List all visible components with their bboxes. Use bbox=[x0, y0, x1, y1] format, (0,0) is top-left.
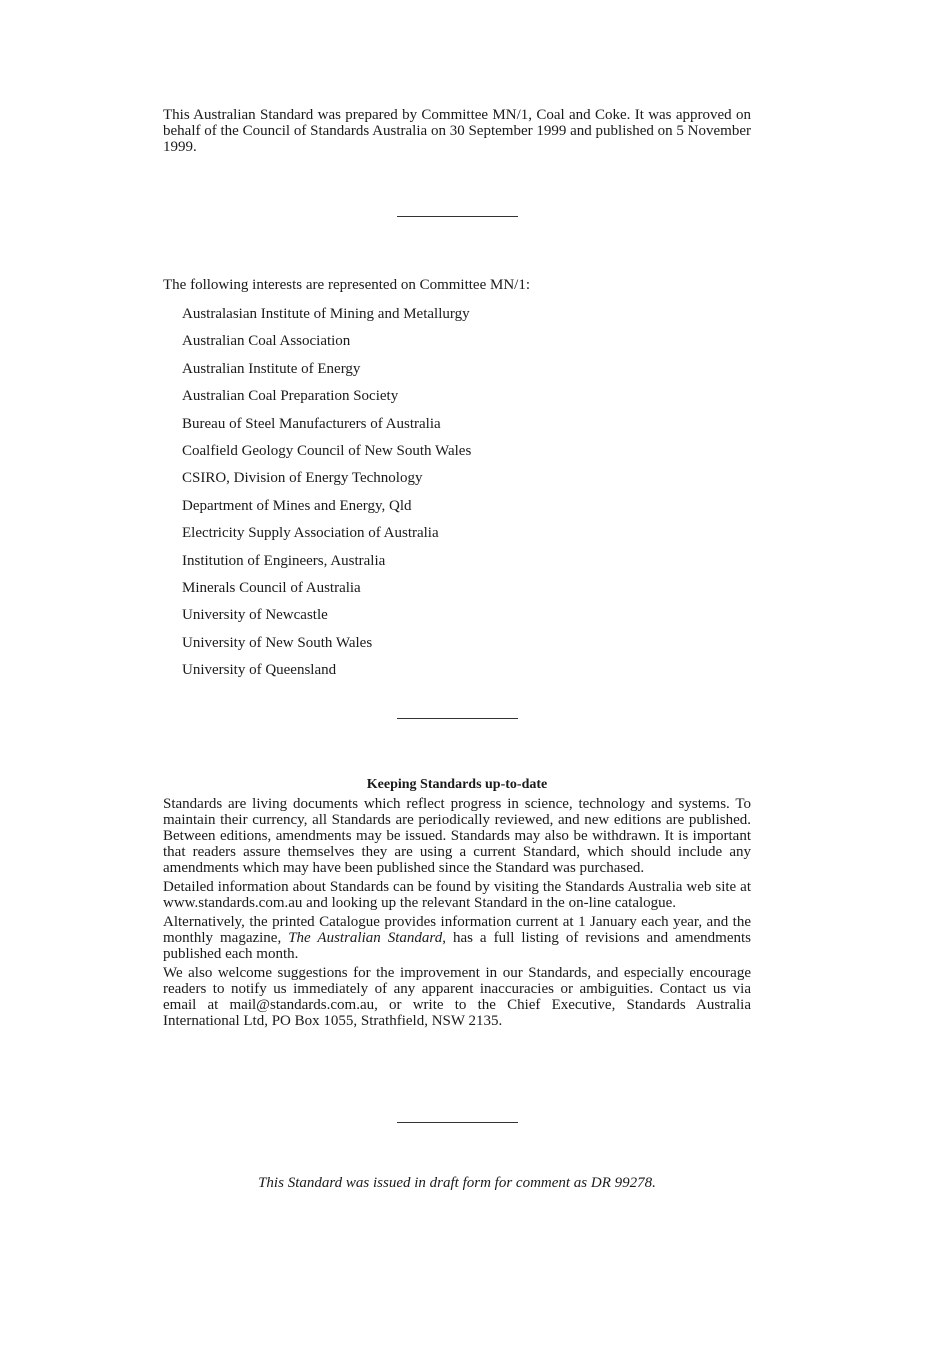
committee-member: Australasian Institute of Mining and Metallurgy bbox=[182, 306, 470, 322]
section-divider bbox=[397, 216, 518, 217]
committee-member: Minerals Council of Australia bbox=[182, 579, 361, 596]
draft-form-note: This Standard was issued in draft form for comment as DR 99278. bbox=[258, 1175, 656, 1191]
section-divider bbox=[397, 718, 518, 719]
catalogue-text-start: Alternatively, the printed Catalogue provides information current at 1 January each year, and the monthly magazine, bbox=[163, 914, 751, 946]
committee-member: Bureau of Steel Manufacturers of Australia bbox=[182, 415, 441, 432]
committee-member: Electricity Supply Association of Australia bbox=[182, 525, 439, 542]
committee-member: Department of Mines and Energy, Qld bbox=[182, 497, 412, 514]
keeping-paragraph-web-site: Detailed information about Standards can be found by visiting the Standards Australia web site at www.standards.com.au and looking up the relevant Standard in the on-line catalogue. bbox=[163, 879, 751, 911]
committee-member: University of New South Wales bbox=[182, 634, 373, 651]
committee-heading: The following interests are represented on Committee MN/1: bbox=[163, 277, 530, 293]
committee-member: Australian Coal Preparation Society bbox=[182, 388, 399, 405]
committee-member: Institution of Engineers, Australia bbox=[182, 552, 386, 569]
committee-member: Australian Coal Association bbox=[182, 333, 351, 350]
committee-member: University of Queensland bbox=[182, 662, 337, 679]
magazine-title: The Australian Standard bbox=[288, 930, 443, 946]
committee-member-list bbox=[182, 305, 471, 688]
preparation-statement: This Australian Standard was prepared by Committee MN/1, Coal and Coke. It was approved on behalf of the Council of Standards Australia on 30 September 1999 and published on 5 November 1999. bbox=[163, 107, 751, 155]
committee-member: Australian Institute of Energy bbox=[182, 360, 361, 377]
section-divider bbox=[397, 1122, 518, 1123]
catalogue-text-end: , has a full listing of revisions and amendments published each month. bbox=[163, 930, 751, 962]
keeping-standards-section bbox=[163, 776, 751, 1032]
committee-member: Coalfield Geology Council of New South Wales bbox=[182, 442, 472, 459]
keeping-standards-heading: Keeping Standards up-to-date bbox=[366, 777, 548, 792]
keeping-paragraph-suggestions: We also welcome suggestions for the improvement in our Standards, and especially encourage readers to notify us immediately of any apparent inaccuracies or ambiguities. Contact us via email at mail@standards.com.au, or write to the Chief Executive, Standards Australia International Ltd, PO Box 1055, Strathfield, NSW 2135. bbox=[163, 965, 751, 1029]
committee-member: University of Newcastle bbox=[182, 607, 328, 624]
keeping-paragraph-living-documents: Standards are living documents which reflect progress in science, technology and systems. To maintain their currency, all Standards are periodically reviewed, and new editions are published. Between editions, amendments may be issued. Standards may also be withdrawn. It is important that readers assure themselves they are using a current Standard, which should include any amendments which may have been published since the Standard was purchased. bbox=[163, 796, 751, 876]
keeping-paragraph-catalogue bbox=[163, 914, 751, 962]
committee-member: CSIRO, Division of Energy Technology bbox=[182, 470, 423, 487]
